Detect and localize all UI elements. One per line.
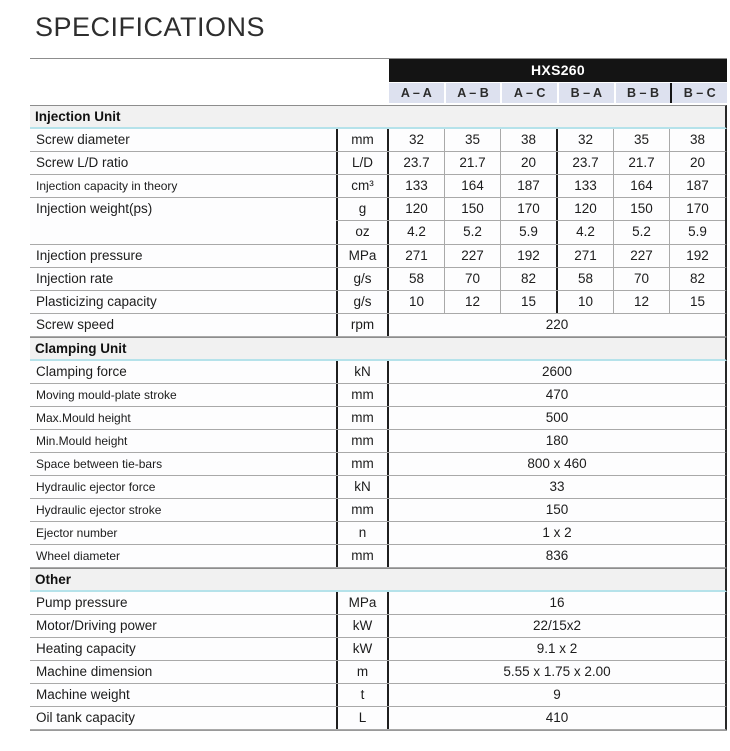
unit-cell: kW — [336, 638, 389, 660]
value-cell-merged: 33 — [549, 479, 565, 494]
row-label: Pump pressure — [36, 595, 128, 610]
value-cell: 20 — [689, 155, 706, 170]
table-body — [30, 105, 727, 730]
spec-row — [30, 129, 727, 152]
unit-cell: MPa — [336, 245, 389, 267]
unit-cell: kN — [336, 476, 389, 498]
value-cell: 20 — [501, 152, 558, 174]
row-label: Machine dimension — [36, 664, 153, 679]
row-label: Max.Mould height — [36, 411, 131, 425]
unit-cell: mm — [336, 384, 389, 406]
value-cell: 23.7 — [389, 152, 445, 174]
row-label: Injection capacity in theory — [36, 179, 178, 193]
value-cell: 4.2 — [558, 221, 614, 244]
unit-cell: kW — [336, 615, 389, 637]
value-cell: 120 — [389, 198, 445, 220]
spec-row — [30, 291, 727, 314]
spec-row — [30, 175, 727, 198]
value-cell: 58 — [558, 268, 614, 290]
unit-cell: g/s — [336, 268, 389, 290]
unit-cell: mm — [336, 453, 389, 475]
header-columns-block — [389, 59, 727, 105]
row-label: Hydraulic ejector force — [36, 480, 156, 494]
row-label: Oil tank capacity — [36, 710, 136, 725]
value-cell: 70 — [614, 268, 670, 290]
value-cell-merged: 9 — [553, 687, 561, 702]
value-cell: 227 — [445, 245, 501, 267]
spec-row — [30, 198, 727, 245]
value-cell: 187 — [686, 178, 709, 193]
unit-cell: L/D — [336, 152, 389, 174]
row-label: Injection weight(ps) — [36, 201, 153, 216]
spec-row — [30, 592, 727, 615]
row-label: Clamping force — [36, 364, 127, 379]
column-header: B – B — [616, 83, 671, 103]
value-cell-merged: 410 — [545, 710, 569, 725]
value-cell: 5.9 — [688, 224, 707, 239]
value-cell-merged: 150 — [545, 502, 569, 517]
value-cell: 133 — [558, 175, 614, 197]
unit-cell: n — [336, 522, 389, 544]
unit-cell: mm — [336, 499, 389, 521]
unit-cell: mm — [336, 407, 389, 429]
unit-cell: oz — [336, 221, 389, 244]
value-cell: 12 — [445, 291, 501, 313]
spec-row — [30, 314, 727, 337]
value-cell: 35 — [445, 129, 501, 151]
spec-row — [30, 684, 727, 707]
spec-subrow — [336, 221, 725, 244]
spec-row — [30, 615, 727, 638]
column-header: A – B — [446, 83, 501, 103]
unit-cell: mm — [336, 545, 389, 567]
unit-cell: g — [336, 198, 389, 220]
unit-cell: kN — [336, 361, 389, 383]
spec-row — [30, 545, 727, 568]
value-cell: 35 — [614, 129, 670, 151]
unit-cell: cm³ — [336, 175, 389, 197]
column-header: A – A — [389, 83, 444, 103]
value-cell: 82 — [689, 271, 706, 286]
spec-row — [30, 661, 727, 684]
spec-row — [30, 476, 727, 499]
value-cell: 38 — [689, 132, 706, 147]
spec-row — [30, 361, 727, 384]
row-label: Heating capacity — [36, 641, 136, 656]
spec-row — [30, 384, 727, 407]
header-spacer — [30, 59, 389, 105]
value-cell: 164 — [445, 175, 501, 197]
value-cell: 192 — [686, 248, 709, 263]
value-cell: 120 — [558, 198, 614, 220]
section-title: Other — [30, 568, 727, 592]
row-label: Injection rate — [36, 271, 114, 286]
value-cell: 150 — [614, 198, 670, 220]
value-cell: 10 — [558, 291, 614, 313]
row-label: Space between tie-bars — [36, 457, 163, 471]
value-cell: 38 — [501, 129, 558, 151]
spec-subrow — [336, 198, 725, 221]
spec-row — [30, 707, 727, 730]
value-cell-merged: 2600 — [541, 364, 573, 379]
value-cell: 15 — [501, 291, 558, 313]
spec-row — [30, 430, 727, 453]
table-header — [30, 58, 727, 105]
value-cell: 21.7 — [614, 152, 670, 174]
value-cell-merged: 16 — [549, 595, 565, 610]
value-cell: 70 — [445, 268, 501, 290]
row-label: Screw L/D ratio — [36, 155, 129, 170]
row-label: Hydraulic ejector stroke — [36, 503, 162, 517]
value-cell-merged: 800 x 460 — [527, 456, 587, 471]
unit-cell: m — [336, 661, 389, 683]
subrow-group — [336, 198, 725, 244]
column-header: B – C — [672, 83, 727, 103]
value-cell-merged: 180 — [545, 433, 569, 448]
section-title: Clamping Unit — [30, 337, 727, 361]
row-label: Wheel diameter — [36, 549, 121, 563]
value-cell: 150 — [445, 198, 501, 220]
value-cell: 4.2 — [389, 221, 445, 244]
value-cell-merged: 5.55 x 1.75 x 2.00 — [503, 664, 611, 679]
value-cell-merged: 9.1 x 2 — [536, 641, 578, 656]
value-cell: 32 — [558, 129, 614, 151]
value-cell: 5.9 — [501, 221, 558, 244]
row-label: Machine weight — [36, 687, 130, 702]
unit-cell: t — [336, 684, 389, 706]
unit-cell: g/s — [336, 291, 389, 313]
value-cell: 133 — [389, 175, 445, 197]
value-cell: 164 — [614, 175, 670, 197]
column-header: B – A — [559, 83, 614, 103]
column-header: A – C — [502, 83, 557, 103]
value-cell-merged: 836 — [545, 548, 569, 563]
value-cell: 192 — [501, 245, 558, 267]
value-cell: 58 — [389, 268, 445, 290]
spec-table — [30, 58, 727, 731]
row-label: Motor/Driving power — [36, 618, 157, 633]
spec-row — [30, 522, 727, 545]
spec-row — [30, 268, 727, 291]
page-title: SPECIFICATIONS — [35, 12, 266, 42]
value-cell: 5.2 — [614, 221, 670, 244]
unit-cell: mm — [336, 430, 389, 452]
unit-cell: L — [336, 707, 389, 729]
spec-row — [30, 407, 727, 430]
row-label: Injection pressure — [36, 248, 143, 263]
value-cell-merged: 470 — [545, 387, 569, 402]
value-cell-merged: 1 x 2 — [542, 525, 572, 540]
value-cell: 5.2 — [445, 221, 501, 244]
row-label: Min.Mould height — [36, 434, 128, 448]
value-cell: 82 — [501, 268, 558, 290]
value-cell: 21.7 — [445, 152, 501, 174]
value-cell: 170 — [686, 201, 709, 216]
value-cell: 15 — [689, 294, 706, 309]
row-label: Moving mould-plate stroke — [36, 388, 177, 402]
spec-row — [30, 245, 727, 268]
value-cell: 23.7 — [558, 152, 614, 174]
unit-cell: rpm — [336, 314, 389, 336]
model-name: HXS260 — [389, 59, 727, 82]
spec-row — [30, 638, 727, 661]
value-cell-merged: 22/15x2 — [532, 618, 582, 633]
row-label: Screw speed — [36, 317, 115, 332]
row-label: Ejector number — [36, 526, 118, 540]
unit-cell: mm — [336, 129, 389, 151]
spec-row — [30, 453, 727, 476]
unit-cell: MPa — [336, 592, 389, 614]
spec-row — [30, 152, 727, 175]
row-label: Plasticizing capacity — [36, 294, 157, 309]
value-cell: 32 — [389, 129, 445, 151]
value-cell: 10 — [389, 291, 445, 313]
value-cell: 227 — [614, 245, 670, 267]
row-label: Screw diameter — [36, 132, 130, 147]
value-cell-merged: 220 — [545, 317, 569, 332]
section-title: Injection Unit — [30, 105, 727, 129]
value-cell: 271 — [558, 245, 614, 267]
value-cell: 187 — [501, 175, 558, 197]
value-cell: 271 — [389, 245, 445, 267]
value-cell: 12 — [614, 291, 670, 313]
value-cell-merged: 500 — [545, 410, 569, 425]
column-header-row — [389, 82, 727, 105]
spec-row — [30, 499, 727, 522]
value-cell: 170 — [501, 198, 558, 220]
